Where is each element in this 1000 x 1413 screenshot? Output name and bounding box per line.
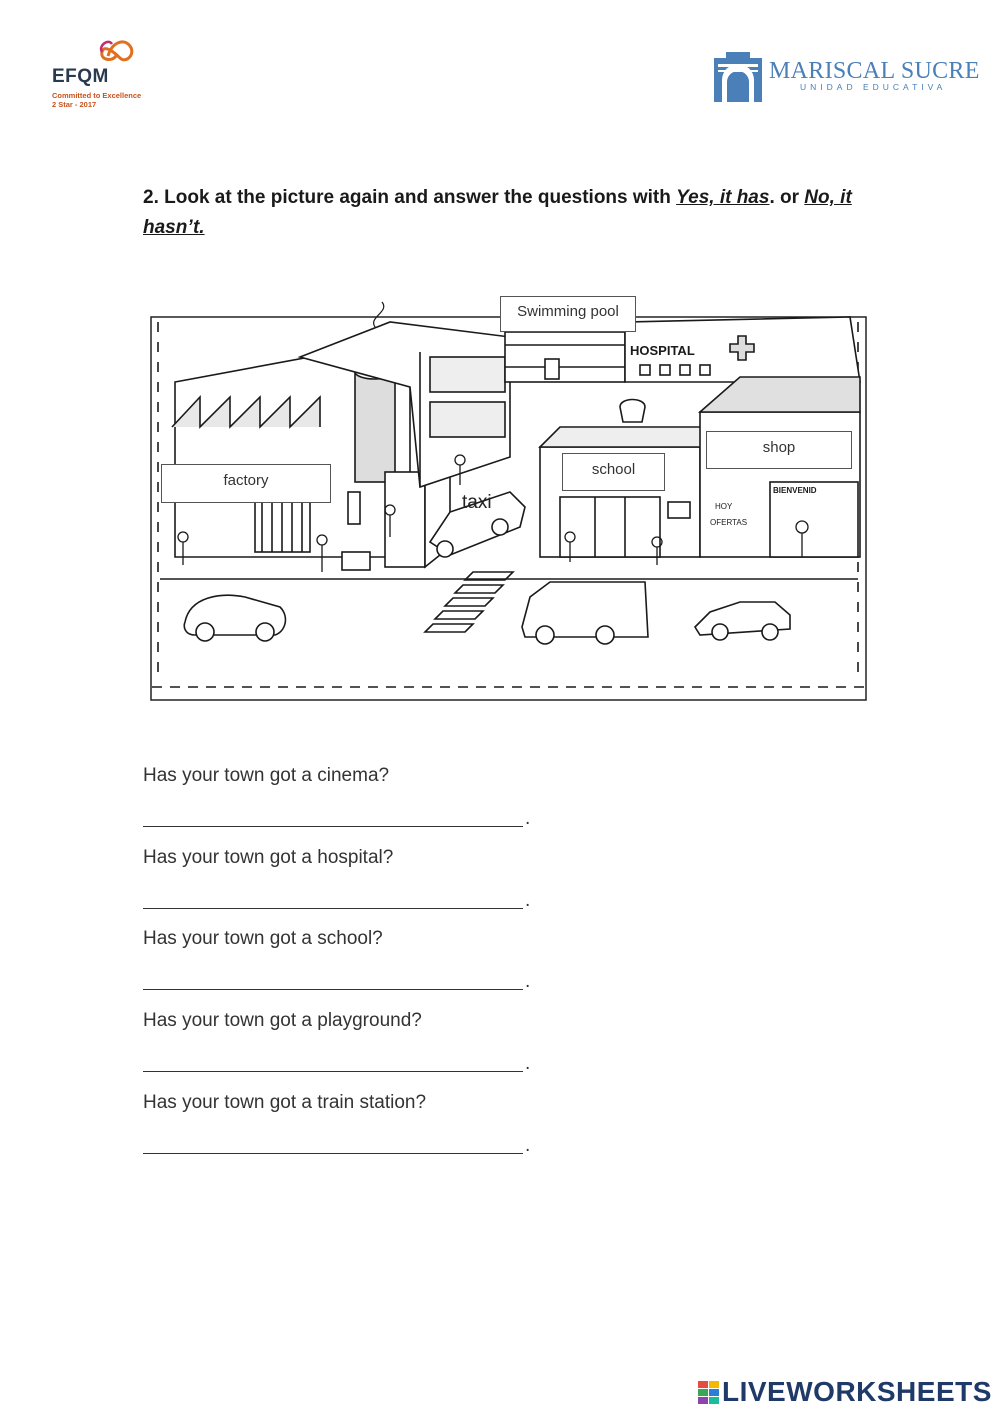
hoy-sign: HOY [715, 502, 733, 511]
efqm-name: EFQM [52, 66, 109, 87]
ofertas-sign: OFERTAS [710, 518, 748, 527]
answer-line-3[interactable] [143, 989, 523, 990]
question-4: Has your town got a playground? [143, 1010, 422, 1031]
answer-line-4[interactable] [143, 1071, 523, 1072]
liveworksheets-logo-icon [698, 1381, 720, 1405]
instruction-text: 2. Look at the picture again and answer the questions with [143, 187, 671, 208]
school-name: MARISCAL SUCRE [769, 58, 980, 84]
label-school: school [562, 453, 665, 491]
van [522, 582, 648, 644]
exercise-instruction [143, 183, 873, 243]
label-swimming-pool: Swimming pool [500, 296, 636, 332]
question-2: Has your town got a hospital? [143, 847, 394, 868]
liveworksheets-brand: LIVEWORKSHEETS [722, 1376, 992, 1407]
answer-line-2[interactable] [143, 908, 523, 909]
answer-period-4: . [525, 1053, 531, 1074]
bienvenido-sign: BIENVENID [773, 486, 817, 495]
hospital-building [625, 317, 860, 382]
efqm-tagline: Committed to Excellence [52, 91, 142, 100]
answer-period-3: . [525, 971, 531, 992]
pool-building [505, 332, 625, 382]
instruction-or: . or [769, 187, 800, 208]
question-3: Has your town got a school? [143, 928, 383, 949]
label-factory: factory [161, 464, 331, 503]
answer-line-1[interactable] [143, 826, 523, 827]
answer-period-5: . [525, 1135, 531, 1156]
answer-yes: Yes, it has [676, 187, 770, 208]
answer-period-2: . [525, 890, 531, 911]
label-shop: shop [706, 431, 852, 469]
label-taxi: taxi [462, 492, 492, 513]
school-subtitle: UNIDAD EDUCATIVA [800, 82, 947, 92]
school-crest-icon [712, 50, 764, 104]
answer-no: No, it hasn’t. [143, 187, 852, 238]
hospital-sign: HOSPITAL [630, 343, 695, 358]
question-5: Has your town got a train station? [143, 1092, 427, 1113]
question-1: Has your town got a cinema? [143, 765, 390, 786]
answer-line-5[interactable] [143, 1153, 523, 1154]
efqm-award: 2 Star - 2017 [52, 100, 97, 109]
answer-period-1: . [525, 808, 531, 829]
